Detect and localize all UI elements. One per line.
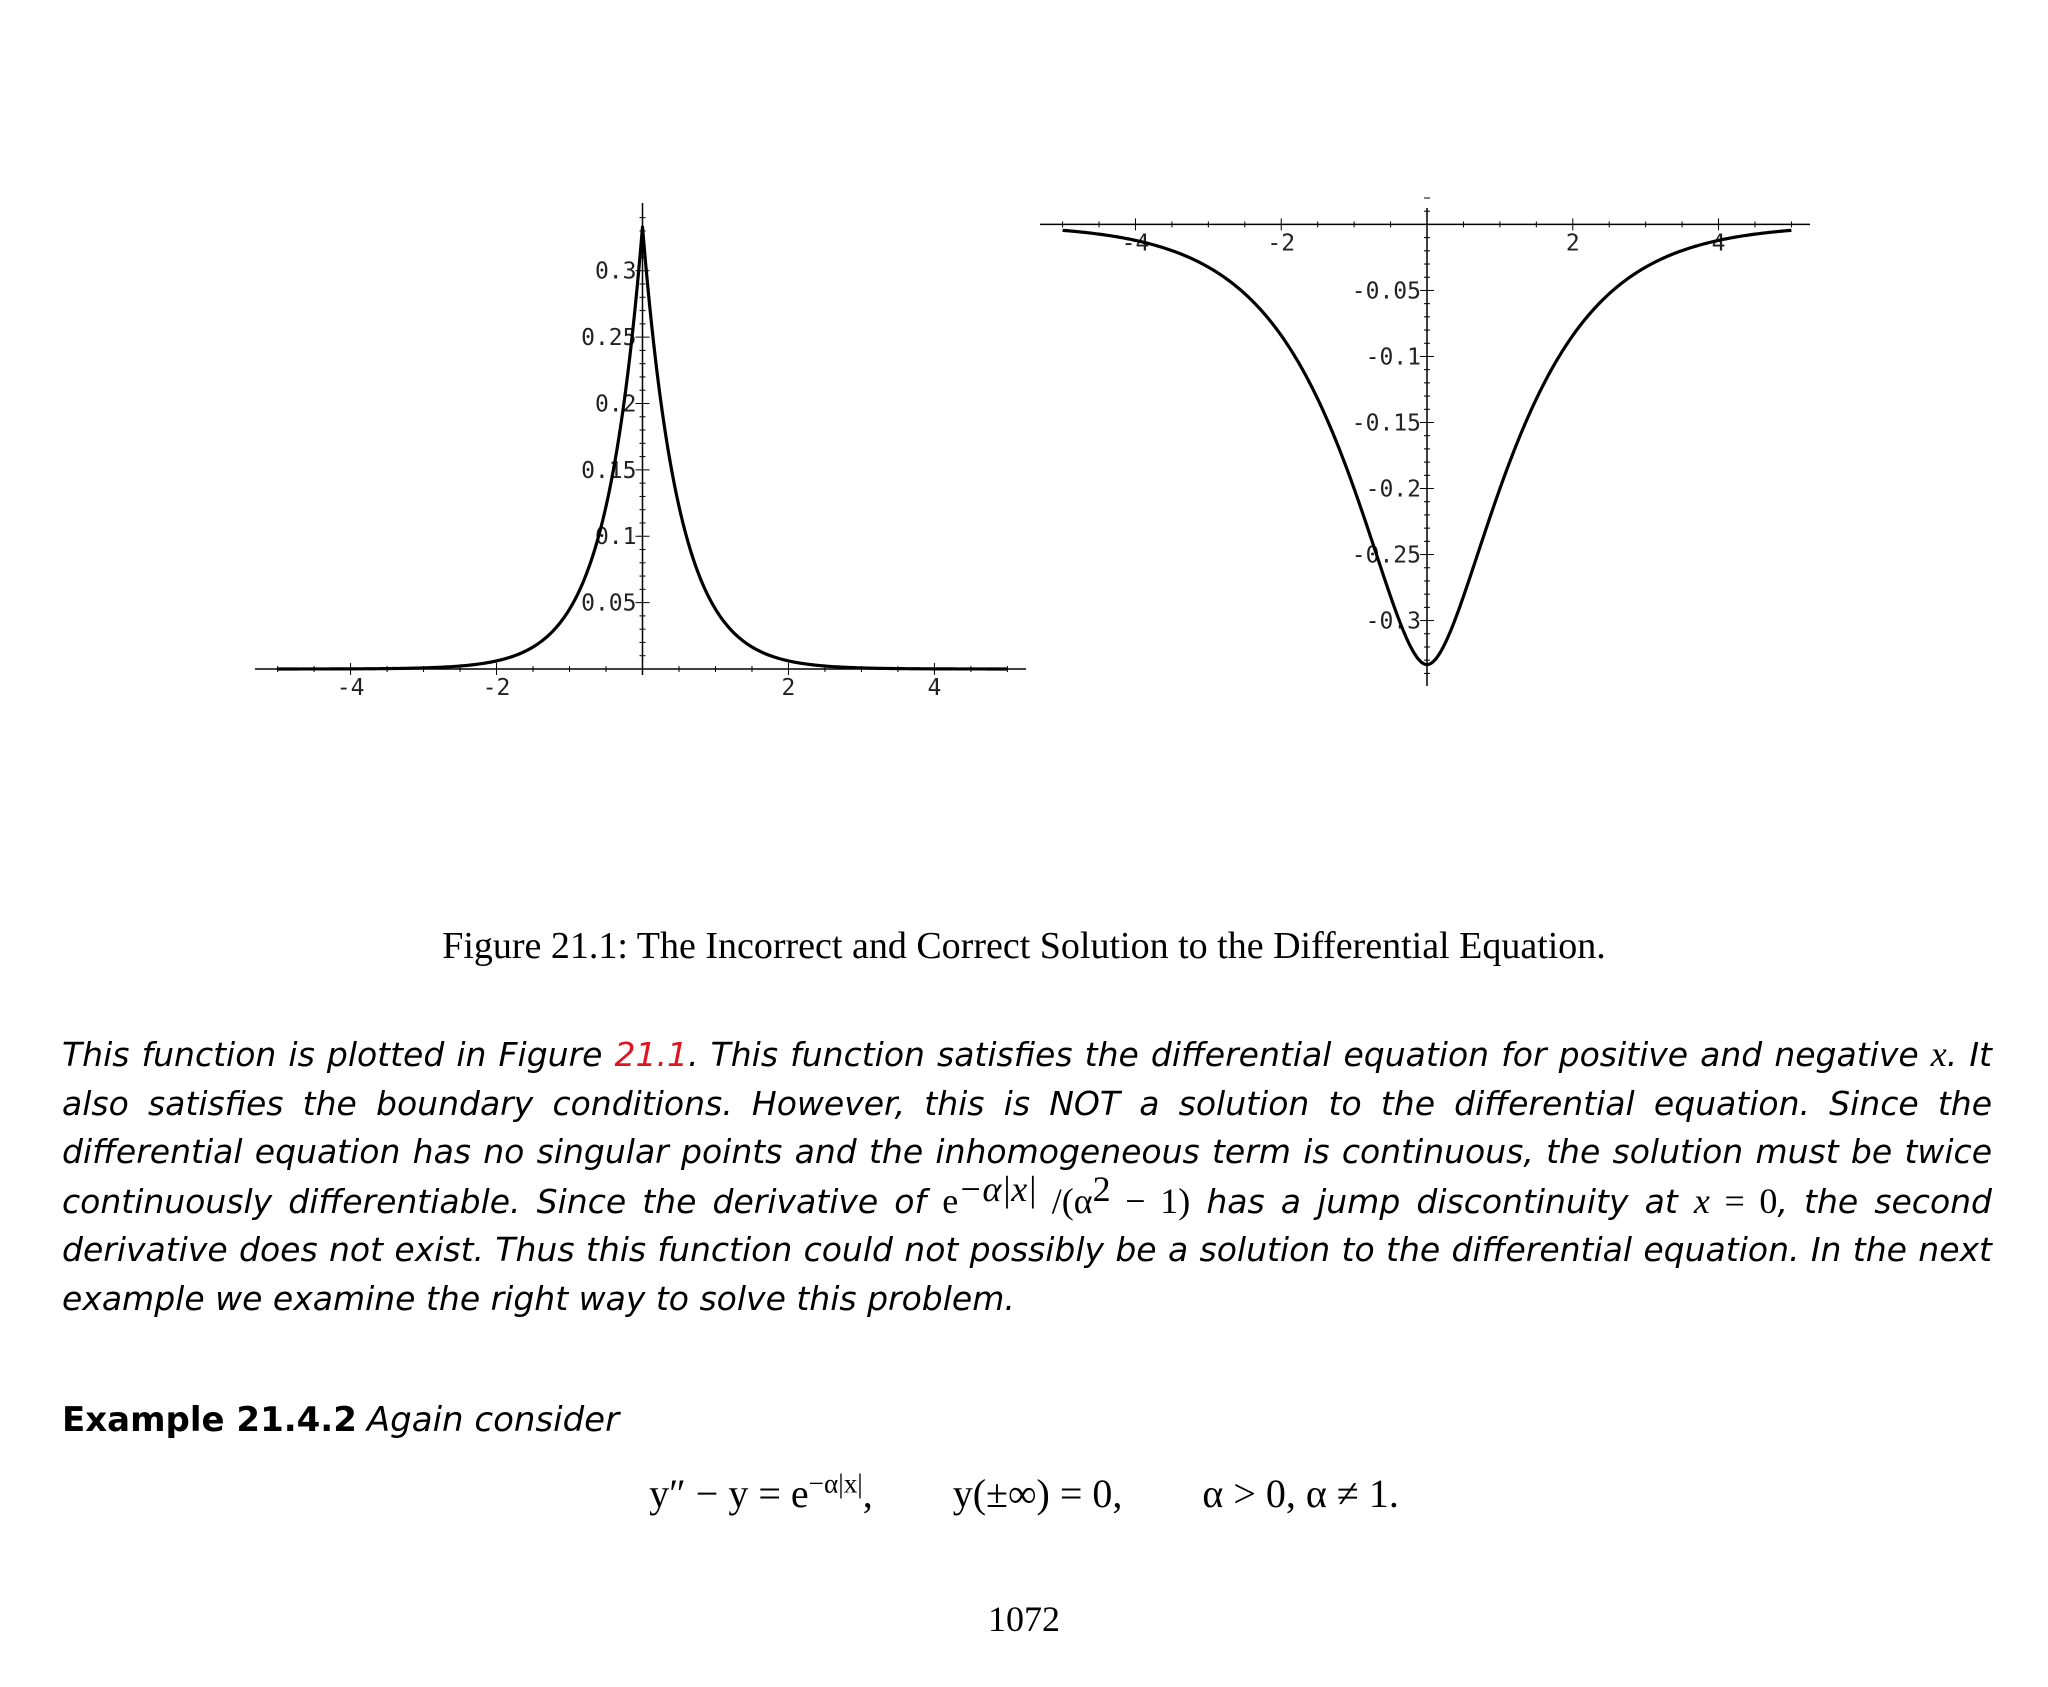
math-variable: x: [1930, 1034, 1947, 1074]
y-tick-label: 0.15: [581, 457, 637, 484]
figure-reference-link[interactable]: 21.1: [614, 1035, 689, 1074]
figure-caption: Figure 21.1: The Incorrect and Correct Solution to the Differential Equation.: [442, 925, 1606, 967]
x-tick-label: 4: [1711, 230, 1726, 257]
text-segment: This function is plotted in Figure: [62, 1035, 615, 1074]
x-tick-label: -4: [1121, 230, 1150, 257]
y-tick-label: 0.05: [581, 590, 637, 617]
y-tick-label: -0.2: [1365, 476, 1421, 503]
x-tick-label: -4: [336, 675, 365, 701]
math-exponential: e: [942, 1180, 959, 1221]
math-exponent: −α|x|: [958, 1168, 1038, 1209]
y-tick-label: -0.3: [1365, 608, 1421, 635]
example-heading: [62, 1400, 619, 1440]
math-denominator: /(α: [1037, 1180, 1093, 1221]
equation-lhs: y″ − y = e: [649, 1471, 809, 1516]
equation-boundary-condition: y(±∞) = 0,: [952, 1471, 1123, 1516]
example-label: Example 21.4.2: [62, 1400, 357, 1440]
y-tick-label: 0.25: [581, 325, 637, 352]
text-segment: has a jump discontinuity at: [1190, 1181, 1694, 1221]
x-tick-label: 2: [781, 675, 796, 701]
text-segment: , the second derivative does not exist. Thus this function could not possibly be a solution to the differential equation. In the next example we examine the right way to solve this problem.: [62, 1181, 1992, 1318]
page-number: 1072: [988, 1599, 1060, 1639]
math-equals-zero: = 0: [1709, 1180, 1778, 1221]
equation-comma: ,: [862, 1471, 873, 1516]
y-tick-label: -0.25: [1351, 542, 1421, 569]
plot-incorrect-solution: [255, 203, 1026, 701]
display-equation: [0, 1470, 2048, 1517]
math-square: 2: [1092, 1168, 1111, 1209]
y-tick-label: -0.1: [1365, 344, 1421, 371]
y-tick-label: -0.05: [1351, 278, 1421, 305]
y-tick-label: 0.2: [594, 391, 637, 418]
x-tick-label: -2: [482, 675, 511, 701]
plot-correct-solution: [1040, 198, 1810, 686]
y-tick-label: -0.15: [1351, 410, 1421, 437]
x-tick-label: 4: [927, 675, 942, 701]
equation-exponent: −α|x|: [808, 1468, 863, 1499]
y-tick-label: 0.1: [594, 524, 637, 551]
equation-parameter-condition: α > 0, α ≠ 1.: [1202, 1471, 1399, 1516]
body-paragraph: [62, 1030, 1992, 1323]
text-segment: . It also satisfies the boundary conditions. However, this is NOT a solution to the differential equation. Since the differential equation has no singular points and the inhomogeneous term is continuous, the solution must be twice continuously differentiable. Since the derivative of: [62, 1035, 1992, 1221]
example-text: Again consider: [366, 1400, 620, 1440]
text-segment: . This function satisfies the differential equation for positive and negative: [688, 1035, 1931, 1074]
math-variable: x: [1693, 1180, 1710, 1221]
x-tick-label: 2: [1565, 230, 1580, 257]
y-tick-label: 0.3: [594, 258, 637, 285]
math-denominator-end: − 1): [1110, 1180, 1191, 1221]
x-tick-label: -2: [1267, 230, 1296, 257]
